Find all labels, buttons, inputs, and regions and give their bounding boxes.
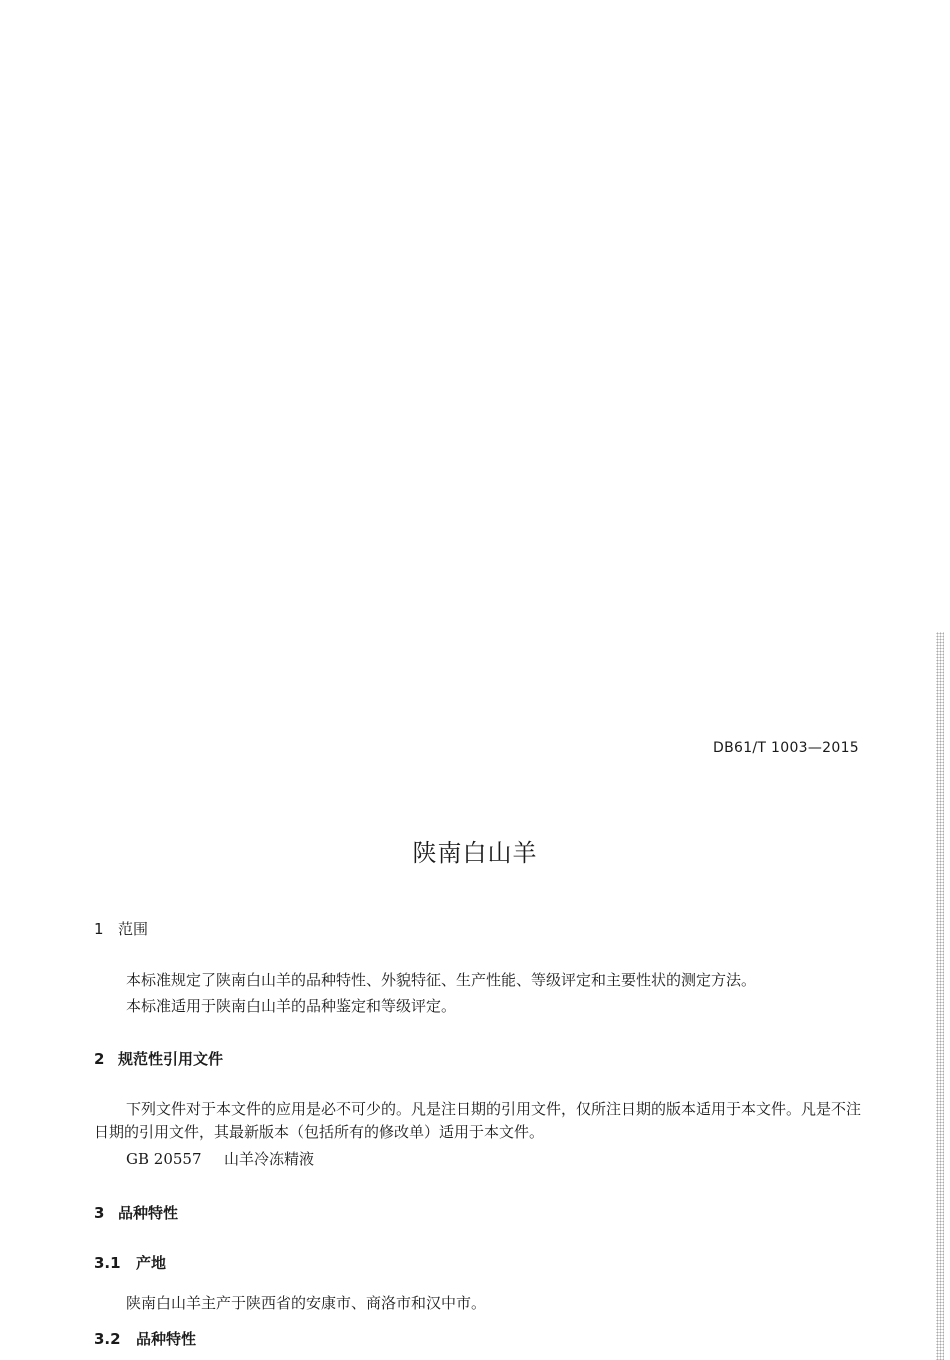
section-number: 3.2 (94, 1330, 121, 1348)
section-title: 品种特性 (118, 1204, 179, 1222)
normative-references-paragraph: 下列文件对于本文件的应用是必不可少的。凡是注日期的引用文件，仅所注日期的版本适用于本文件。凡是不注日期的引用文件，其最新版本（包括所有的修改单）适用于本文件。 (94, 1100, 862, 1141)
scope-line-1: 本标准规定了陕南白山羊的品种特性、外貌特征、生产性能、等级评定和主要性状的测定方法。 (126, 971, 757, 989)
reference-name: 山羊冷冻精液 (224, 1150, 315, 1168)
origin-text: 陕南白山羊主产于陕西省的安康市、商洛市和汉中市。 (126, 1294, 487, 1312)
section-1-heading (94, 918, 148, 939)
section-number: 2 (94, 1050, 105, 1068)
section-3-1-heading (94, 1252, 166, 1273)
reference-code: GB 20557 (126, 1150, 202, 1168)
reference-item (126, 1148, 314, 1169)
section-title: 品种特性 (136, 1330, 197, 1348)
document-title: 陕南白山羊 (412, 839, 538, 867)
scope-line-2: 本标准适用于陕南白山羊的品种鉴定和等级评定。 (126, 997, 457, 1015)
section-title: 范围 (118, 920, 149, 938)
scan-edge-artifact (936, 632, 944, 1360)
section-title: 规范性引用文件 (118, 1050, 224, 1068)
section-3-heading (94, 1202, 178, 1223)
section-title: 产地 (136, 1254, 167, 1272)
section-2-heading (94, 1048, 223, 1069)
standard-number: DB61/T 1003—2015 (713, 740, 859, 756)
section-number: 3.1 (94, 1254, 121, 1272)
section-number: 3 (94, 1204, 105, 1222)
section-number: 1 (94, 920, 104, 938)
section-3-2-heading (94, 1328, 196, 1349)
